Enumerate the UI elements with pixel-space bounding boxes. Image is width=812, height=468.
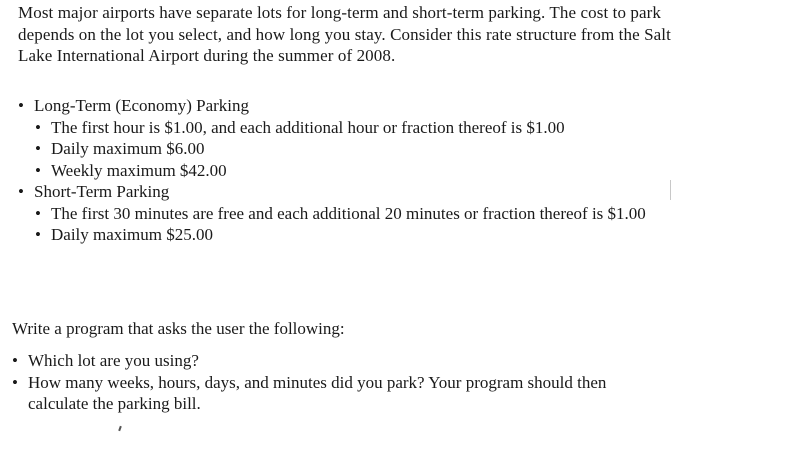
scan-artifact (670, 180, 671, 200)
question-item: • How many weeks, hours, days, and minutes did you park? Your program should then calculate the parking bill. (28, 372, 668, 415)
user-questions-list (28, 350, 668, 415)
program-prompt: Write a program that asks the user the following: (12, 319, 345, 338)
rate-item: • Daily maximum $25.00 (51, 224, 671, 246)
rate-category-label: Long-Term (Economy) Parking (34, 96, 250, 115)
rate-item: • The first 30 minutes are free and each additional 20 minutes or fraction thereof is $1.00 (51, 203, 671, 225)
intro-paragraph: Most major airports have separate lots for long-term and short-term parking. The cost to park depends on the lot you select, and how long you stay. Consider this rate structure from the Salt Lake International Airport during the summer of 2008. (18, 3, 671, 65)
short-term-rate-list (51, 203, 671, 246)
long-term-rate-list (51, 117, 671, 182)
rate-category-long-term (34, 95, 674, 181)
question-item: • Which lot are you using? (28, 350, 668, 372)
rate-item: • The first hour is $1.00, and each additional hour or fraction thereof is $1.00 (51, 117, 671, 139)
rate-item: • Daily maximum $6.00 (51, 138, 671, 160)
rate-category-label: Short-Term Parking (34, 182, 170, 201)
rate-structure-list (34, 95, 674, 246)
rate-item: • Weekly maximum $42.00 (51, 160, 671, 182)
scan-artifact (118, 426, 122, 431)
rate-category-short-term (34, 181, 674, 246)
